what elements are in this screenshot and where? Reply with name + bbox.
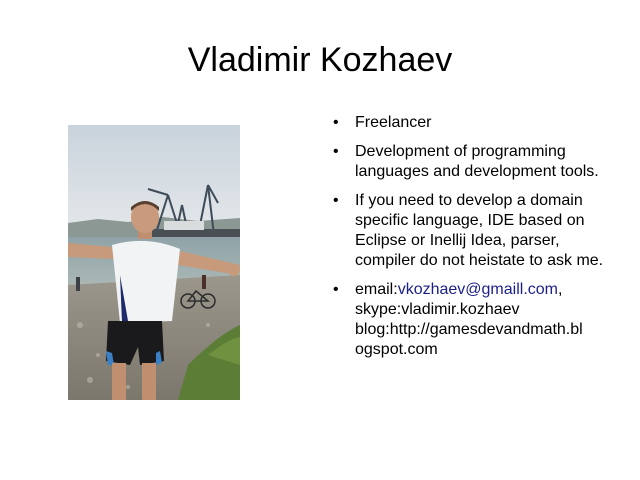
bullet-text: Development of programming languages and development tools. [355,143,599,180]
bullet-text: Freelancer [355,114,432,131]
bullet-dot-icon: • [333,281,339,298]
bullet-text: If you need to develop a domain specific language, IDE based on Eclipse or Inellij Idea, parser, compiler do not heistate to ask me. [355,192,604,269]
email-line [355,280,615,300]
email-link[interactable]: vkozhaev@gmaill.com [397,281,558,298]
email-label: email: [355,281,398,298]
slide-title: Vladimir Kozhaev [187,41,453,79]
skype-line: skype:vladimir.kozhaev [355,301,520,318]
bullet-dot-icon: • [333,143,339,160]
bullet-item [333,142,615,182]
bullet-item [333,113,615,133]
profile-photo [68,125,240,400]
bullet-dot-icon: • [333,192,339,209]
bullet-dot-icon: • [333,114,339,131]
bullet-item [333,191,615,271]
bullet-item-contacts [333,280,615,360]
email-suffix: , [557,281,563,298]
blog-line-2: ogspot.com [355,341,438,358]
blog-line-1: blog:http://gamesdevandmath.bl [355,321,583,338]
bullet-list [333,113,615,369]
